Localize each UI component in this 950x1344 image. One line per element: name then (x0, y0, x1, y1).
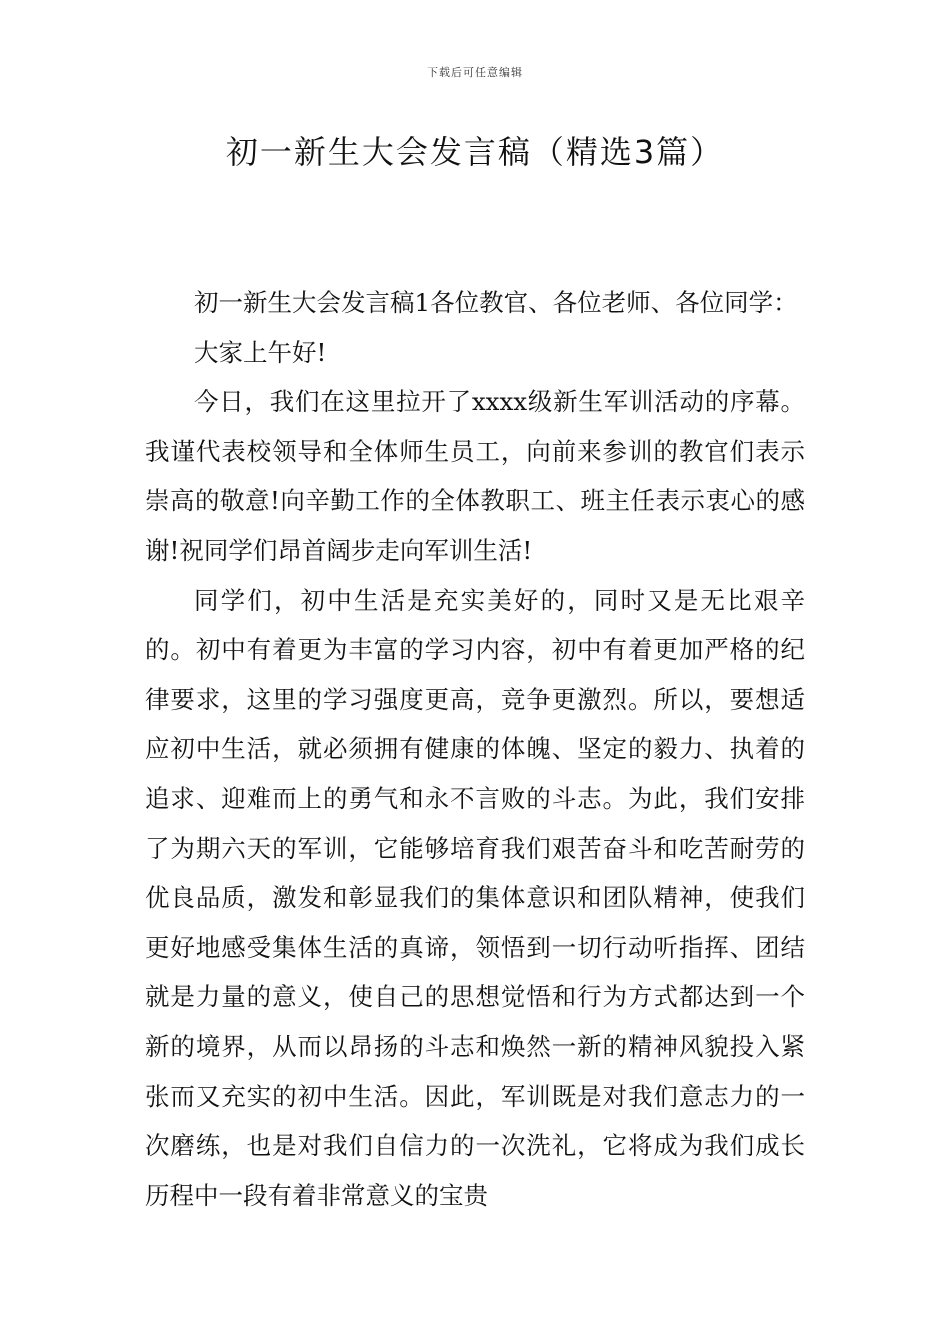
paragraph-main: 同学们，初中生活是充实美好的，同时又是无比艰辛的。初中有着更为丰富的学习内容，初中有着更加严格的纪律要求，这里的学习强度更高，竞争更激烈。所以，要想适应初中生活，就必须拥有健康的体魄、坚定的毅力、执着的追求、迎难而上的勇气和永不言败的斗志。为此，我们安排了为期六天的军训，它能够培育我们艰苦奋斗和吃苦耐劳的优良品质，激发和彰显我们的集体意识和团队精神，使我们更好地感受集体生活的真谛，领悟到一切行动听指挥、团结就是力量的意义，使自己的思想觉悟和行为方式都达到一个新的境界，从而以昂扬的斗志和焕然一新的精神风貌投入紧张而又充实的初中生活。因此，军训既是对我们意志力的一次磨练，也是对我们自信力的一次洗礼，它将成为我们成长历程中一段有着非常意义的宝贵 (145, 585, 805, 1210)
paragraph-opening: 今日，我们在这里拉开了xxxx级新生军训活动的序幕。我谨代表校领导和全体师生员工，向前来参训的教官们表示崇高的敬意!向辛勤工作的全体教职工、班主任表示衷心的感谢!祝同学们昂首阔步走向军训生活! (145, 387, 805, 565)
paragraph-intro: 初一新生大会发言稿1各位教官、各位老师、各位同学： (194, 288, 798, 317)
paragraph-greeting: 大家上午好! (194, 337, 327, 367)
document-body (145, 278, 805, 1220)
header-note: 下载后可任意编辑 (427, 66, 523, 79)
document-title: 初一新生大会发言稿（精选3篇） (225, 133, 725, 171)
